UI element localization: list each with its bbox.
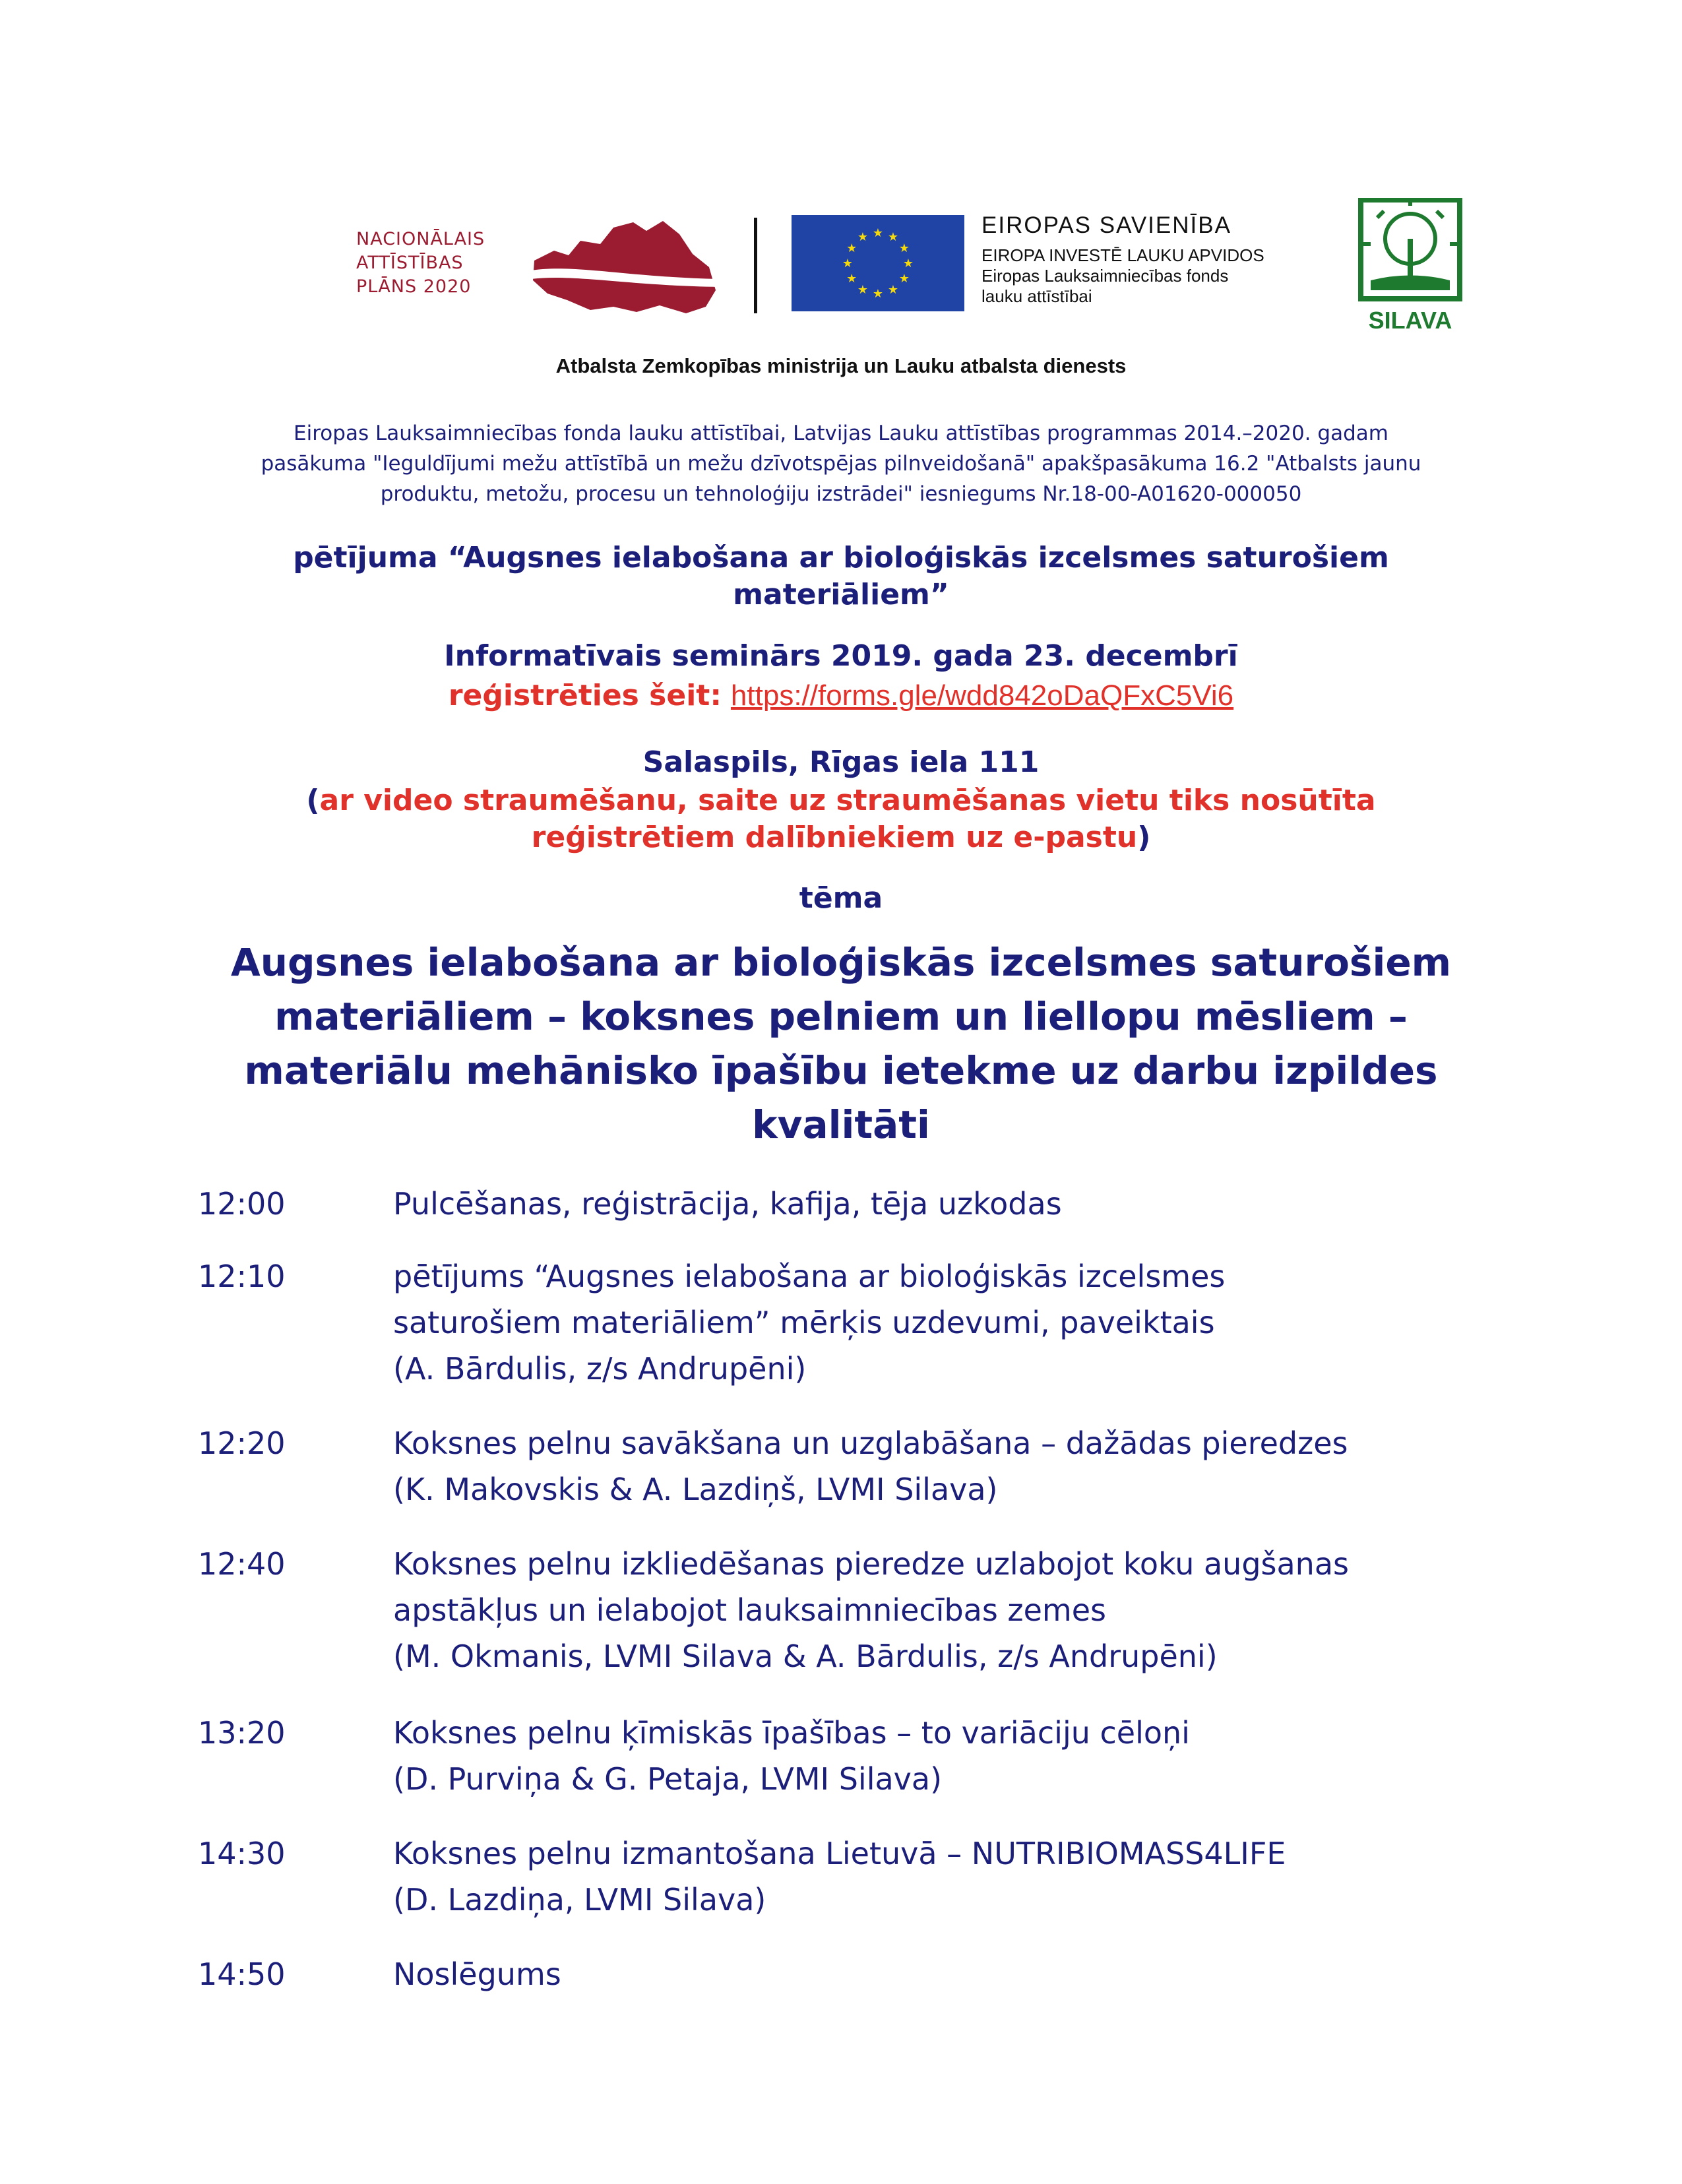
agenda-time: 12:40 <box>198 1546 286 1582</box>
streaming-line: ar video straumēšanu, saite uz straumēšanas vietu tiks nosūtīta <box>319 784 1376 817</box>
latvia-map-logo <box>528 214 719 317</box>
paren-close: ) <box>1137 821 1151 854</box>
study-title-line: materiāliem” <box>733 578 949 611</box>
fund-line: pasākuma "Ieguldījumi mežu attīstībā un mežu dzīvotspējas pilnveidošanā" apakšpasākuma 16.2 "Atbalsts jaunu <box>261 452 1421 476</box>
agenda-line: Noslēgums <box>393 1956 561 1992</box>
location: Salaspils, Rīgas iela 111 <box>642 745 1040 779</box>
agenda-description <box>393 1830 1528 1923</box>
study-title-line: pētījuma “Augsnes ielabošana ar bioloģiskās izcelsmes saturošiem <box>293 541 1389 575</box>
agenda-line: (D. Purviņa & G. Petaja, LVMI Silava) <box>393 1761 943 1797</box>
eu-line: lauku attīstībai <box>981 286 1092 306</box>
eu-title: EIROPAS SAVIENĪBA <box>981 212 1231 238</box>
main-title-line: kvalitāti <box>752 1102 930 1147</box>
fund-line: produktu, metožu, procesu un tehnoloģiju izstrādei" iesniegums Nr.18-00-A01620-000050 <box>380 482 1302 506</box>
nap-line: PLĀNS 2020 <box>356 276 472 297</box>
eu-flag <box>792 215 964 311</box>
agenda-time: 12:20 <box>198 1425 286 1461</box>
support-line: Atbalsta Zemkopības ministrija un Lauku atbalsta dienests <box>555 354 1127 377</box>
eu-star-icon: ★ <box>872 287 884 301</box>
study-title <box>165 540 1517 613</box>
eu-star-icon: ★ <box>846 272 857 286</box>
eu-line: Eiropas Lauksaimniecības fonds <box>981 266 1229 286</box>
main-title-line: materiālu mehānisko īpašību ietekme uz darbu izpildes <box>244 1048 1438 1093</box>
agenda-line: saturošiem materiāliem” mērķis uzdevumi, paveiktais <box>393 1305 1215 1340</box>
eu-stars-icon <box>792 215 964 311</box>
agenda-description <box>393 1710 1528 1802</box>
eu-star-icon: ★ <box>902 257 914 270</box>
seminar-title: Informatīvais seminārs 2019. gada 23. decembrī <box>444 639 1238 673</box>
streaming-line: reģistrētiem dalībniekiem uz e-pastu <box>531 821 1138 854</box>
agenda-line: Koksnes pelnu savākšana un uzglabāšana – dažādas pieredzes <box>393 1425 1348 1461</box>
main-title-line: Augsnes ielabošana ar bioloģiskās izcelsmes saturošiem <box>230 940 1452 985</box>
paren-open: ( <box>306 784 320 817</box>
agenda-line: (A. Bārdulis, z/s Andrupēni) <box>393 1351 807 1387</box>
eu-star-icon: ★ <box>846 241 857 255</box>
eu-star-icon: ★ <box>887 230 899 245</box>
register-label: reģistrēties šeit: <box>448 679 722 712</box>
agenda-description <box>393 1420 1528 1513</box>
eu-star-icon: ★ <box>872 226 884 240</box>
eu-star-icon: ★ <box>898 241 910 255</box>
agenda-line: pētījums “Augsnes ielabošana ar bioloģiskās izcelsmes <box>393 1259 1226 1294</box>
silava-logo <box>1357 198 1463 336</box>
nap-line: ATTĪSTĪBAS <box>356 253 464 273</box>
main-title <box>165 935 1517 1152</box>
eu-line: EIROPA INVESTĒ LAUKU APVIDOS <box>981 245 1264 265</box>
agenda-line: Pulcēšanas, reģistrācija, kafija, tēja uzkodas <box>393 1186 1062 1222</box>
fund-text <box>165 418 1517 509</box>
main-title-line: materiāliem – koksnes pelniem un liellopu mēsliem – <box>274 994 1408 1039</box>
agenda-description <box>393 1541 1528 1679</box>
eu-logo-text <box>981 212 1351 307</box>
fund-line: Eiropas Lauksaimniecības fonda lauku attīstībai, Latvijas Lauku attīstības programmas 2014.–2020. gadam <box>294 421 1388 445</box>
nap-logo-text <box>356 228 521 299</box>
silava-name: SILAVA <box>1368 307 1452 334</box>
eu-star-icon: ★ <box>887 282 899 297</box>
agenda-time: 12:10 <box>198 1259 286 1294</box>
eu-star-icon: ★ <box>857 230 869 245</box>
registration <box>165 677 1517 715</box>
agenda-line: Koksnes pelnu izmantošana Lietuvā – NUTRIBIOMASS4LIFE <box>393 1836 1286 1871</box>
topic-label: tēma <box>799 881 883 915</box>
nap-line: NACIONĀLAIS <box>356 229 485 249</box>
agenda-line: Koksnes pelnu izkliedēšanas pieredze uzlabojot koku augšanas <box>393 1546 1349 1582</box>
agenda-description <box>393 1181 1528 1227</box>
eu-star-icon: ★ <box>898 272 910 286</box>
eu-star-icon: ★ <box>857 282 869 297</box>
eu-star-icon: ★ <box>842 257 854 270</box>
agenda-line: (K. Makovskis & A. Lazdiņš, LVMI Silava) <box>393 1472 998 1507</box>
agenda-time: 13:20 <box>198 1715 286 1751</box>
agenda-time: 14:50 <box>198 1956 286 1992</box>
agenda-description <box>393 1951 1528 1997</box>
agenda-line: Koksnes pelnu ķīmiskās īpašības – to variāciju cēloņi <box>393 1715 1190 1751</box>
streaming-note <box>165 782 1517 856</box>
agenda-time: 14:30 <box>198 1836 286 1871</box>
silava-tree-icon <box>1357 198 1463 336</box>
agenda-line: (M. Okmanis, LVMI Silava & A. Bārdulis, z/s Andrupēni) <box>393 1638 1218 1674</box>
logo-divider <box>754 218 757 313</box>
agenda-line: (D. Lazdiņa, LVMI Silava) <box>393 1882 766 1918</box>
agenda-line: apstākļus un ielabojot lauksaimniecības zemes <box>393 1592 1106 1628</box>
agenda-time: 12:00 <box>198 1186 286 1222</box>
register-link[interactable]: https://forms.gle/wdd842oDaQFxC5Vi6 <box>730 679 1234 712</box>
agenda-description <box>393 1253 1528 1392</box>
